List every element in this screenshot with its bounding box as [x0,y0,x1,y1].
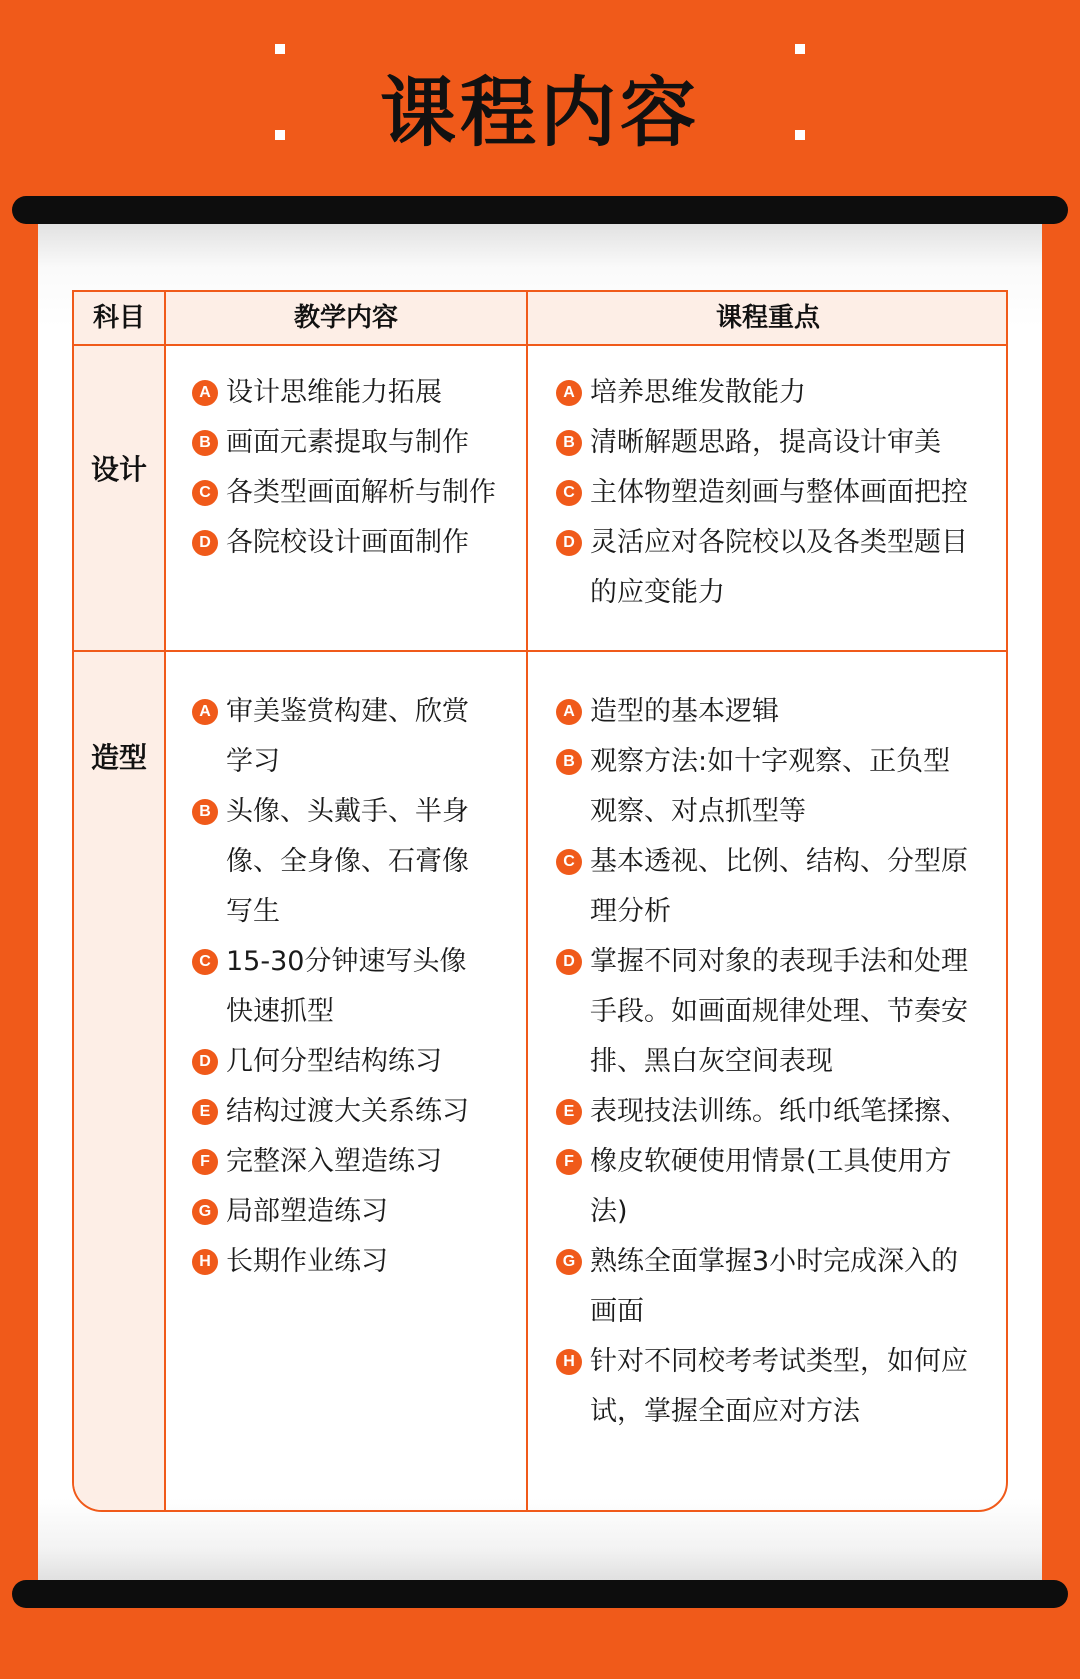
list-item: A 造型的基本逻辑 [556,687,976,737]
subject-design: 设计 [90,453,147,486]
badge-c-icon: C [556,849,582,875]
list-item: B 画面元素提取与制作 [192,418,512,468]
badge-f-icon: F [556,1149,582,1175]
list-item: H 长期作业练习 [192,1237,492,1287]
badge-b-icon: B [192,799,218,825]
list-item: B 头像、头戴手、半身像、全身像、石膏像写生 [192,787,492,937]
badge-h-icon: H [192,1249,218,1275]
badge-b-icon: B [192,430,218,456]
badge-d-icon: D [556,530,582,556]
list-item: C 15-30分钟速写头像快速抓型 [192,937,492,1037]
list-item: C 主体物塑造刻画与整体画面把控 [556,468,976,518]
badge-a-icon: A [192,380,218,406]
column-divider [526,292,528,1510]
badge-g-icon: G [556,1249,582,1275]
list-item: A 设计思维能力拓展 [192,368,512,418]
course-table [72,290,1008,1512]
row-divider [74,344,1006,346]
modeling-focus-list [556,687,976,1437]
list-item: H 针对不同校考考试类型，如何应试，掌握全面应对方法 [556,1337,976,1437]
list-item: B 清晰解题思路，提高设计审美 [556,418,976,468]
badge-b-icon: B [556,430,582,456]
badge-d-icon: D [192,1049,218,1075]
list-item: D 灵活应对各院校以及各类型题目的应变能力 [556,518,976,618]
column-divider [164,292,166,1510]
list-item: A 培养思维发散能力 [556,368,976,418]
page-title: 课程内容 [380,68,700,157]
row-divider [74,650,1006,652]
list-item: C 各类型画面解析与制作 [192,468,512,518]
scroll-rod-bottom [12,1580,1068,1608]
modeling-content-list [192,687,492,1287]
badge-b-icon: B [556,749,582,775]
badge-a-icon: A [556,380,582,406]
list-item: F 橡皮软硬使用情景(工具使用方法) [556,1137,976,1237]
list-item: B 观察方法:如十字观察、正负型观察、对点抓型等 [556,737,976,837]
badge-a-icon: A [556,699,582,725]
header-content: 教学内容 [293,303,398,333]
badge-f-icon: F [192,1149,218,1175]
list-item: E 表现技法训练。纸巾纸笔揉擦、 [556,1087,976,1137]
header-subject: 科目 [92,303,145,333]
badge-g-icon: G [192,1199,218,1225]
list-item: G 局部塑造练习 [192,1187,492,1237]
list-item: F 完整深入塑造练习 [192,1137,492,1187]
list-item: D 几何分型结构练习 [192,1037,492,1087]
scroll-rod-top [12,196,1068,224]
badge-d-icon: D [192,530,218,556]
badge-a-icon: A [192,699,218,725]
list-item: D 掌握不同对象的表现手法和处理手段。如画面规律处理、节奏安排、黑白灰空间表现 [556,937,976,1087]
design-content-list [192,368,512,568]
list-item: G 熟练全面掌握3小时完成深入的画面 [556,1237,976,1337]
badge-c-icon: C [556,480,582,506]
design-focus-list [556,368,976,618]
list-item: E 结构过渡大关系练习 [192,1087,492,1137]
header-focus: 课程重点 [715,303,820,333]
badge-e-icon: E [192,1099,218,1125]
list-item: C 基本透视、比例、结构、分型原理分析 [556,837,976,937]
badge-e-icon: E [556,1099,582,1125]
badge-c-icon: C [192,949,218,975]
badge-h-icon: H [556,1349,582,1375]
badge-d-icon: D [556,949,582,975]
list-item: A 审美鉴赏构建、欣赏学习 [192,687,492,787]
subject-modeling: 造型 [90,741,147,774]
title-area [0,0,1080,190]
badge-c-icon: C [192,480,218,506]
list-item: D 各院校设计画面制作 [192,518,512,568]
